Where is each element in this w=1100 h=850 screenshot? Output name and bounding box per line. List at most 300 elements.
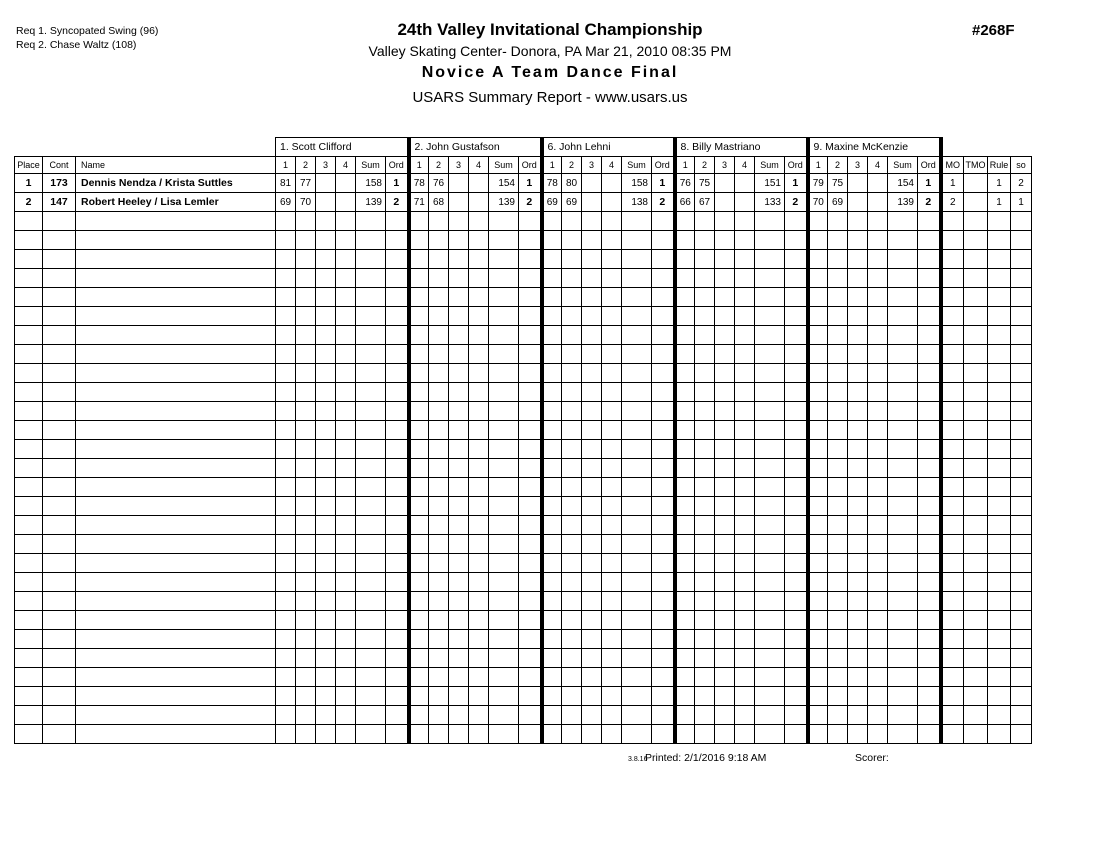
judge-2-ord-cell [652,706,675,725]
judge-1-score-cell [409,459,429,478]
judge-2-score-cell [542,630,562,649]
column-header: Ord [386,157,409,174]
judge-2-ord-cell [652,649,675,668]
judge-2-score-cell [582,497,602,516]
judge-0-sum-cell [356,725,386,744]
judge-4-score-cell [828,231,848,250]
place-cell [15,649,43,668]
judge-0-score-cell [276,516,296,535]
judge-2-score-cell [542,706,562,725]
judge-4-score-cell [868,725,888,744]
judge-0-sum-cell [356,478,386,497]
tmo-cell [964,307,988,326]
empty-row [15,402,1032,421]
judge-1-score-cell [449,440,469,459]
judge-1-ord-cell [519,440,542,459]
judge-1-score-cell [429,687,449,706]
place-cell [15,611,43,630]
judge-0-ord-cell [386,611,409,630]
req-line-1: Req 1. Syncopated Swing (96) [16,25,159,37]
judge-1-ord-cell [519,592,542,611]
contestant-number-cell [43,535,76,554]
judge-0-score-cell [296,611,316,630]
judge-3-ord-cell [785,307,808,326]
mo-cell [941,497,964,516]
tmo-cell [964,250,988,269]
judge-0-ord-cell [386,250,409,269]
judge-3-sum-cell [755,326,785,345]
contestant-number-cell [43,288,76,307]
empty-row [15,364,1032,383]
judge-1-sum-cell [489,687,519,706]
so-cell [1011,649,1032,668]
judge-1-ord-cell [519,383,542,402]
judge-0-sum-cell: 158 [356,174,386,193]
judge-2-score-cell [542,516,562,535]
judge-2-ord-cell: 1 [652,174,675,193]
judge-1-score-cell [449,307,469,326]
so-cell [1011,554,1032,573]
rule-cell [988,440,1011,459]
judge-4-score-cell [868,326,888,345]
judge-1-score-cell [409,383,429,402]
judge-3-score-cell [735,725,755,744]
judge-0-sum-cell [356,269,386,288]
judge-2-score-cell [582,554,602,573]
venue-line: Valley Skating Center- Donora, PA Mar 21, 2010 08:35 PM [368,43,732,59]
judge-1-ord-cell: 2 [519,193,542,212]
so-cell [1011,630,1032,649]
judge-3-score-cell [695,497,715,516]
judge-0-score-cell [316,383,336,402]
judge-2-ord-cell [652,440,675,459]
judge-0-score-cell [296,269,316,288]
judge-0-score-cell [296,649,316,668]
judge-0-sum-cell [356,497,386,516]
judge-2-ord-cell [652,307,675,326]
judge-1-sum-cell [489,250,519,269]
judge-1-ord-cell [519,573,542,592]
judge-2-score-cell [602,554,622,573]
judge-3-score-cell [735,440,755,459]
judge-2-ord-cell [652,687,675,706]
judge-4-sum-cell [888,345,918,364]
judge-3-score-cell [735,649,755,668]
place-cell [15,668,43,687]
judge-3-score-cell [715,326,735,345]
judge-2-score-cell [562,725,582,744]
place-cell [15,364,43,383]
judge-3-score-cell [735,497,755,516]
judge-0-score-cell [316,250,336,269]
judge-3-score-cell [715,573,735,592]
judge-0-ord-cell [386,326,409,345]
judge-4-score-cell [808,478,828,497]
judge-0-score-cell [316,364,336,383]
judge-1-score-cell [469,554,489,573]
judge-1-score-cell [409,440,429,459]
judge-0-score-cell [336,573,356,592]
mo-cell [941,535,964,554]
judge-0-ord-cell: 1 [386,174,409,193]
judge-1-score-cell [429,497,449,516]
judge-0-score-cell [336,421,356,440]
mo-cell [941,421,964,440]
judge-2-ord-cell [652,364,675,383]
column-header: 3 [715,157,735,174]
judge-0-ord-cell [386,478,409,497]
judge-4-sum-cell [888,649,918,668]
judge-1-ord-cell [519,326,542,345]
judge-0-sum-cell [356,231,386,250]
judge-3-ord-cell [785,573,808,592]
contestant-number-cell [43,421,76,440]
judge-3-sum-cell [755,440,785,459]
judge-0-score-cell [336,174,356,193]
judge-2-score-cell [602,402,622,421]
judge-0-sum-cell [356,326,386,345]
mo-cell [941,402,964,421]
judge-0-score-cell [276,668,296,687]
judge-2-score-cell [582,706,602,725]
judge-4-score-cell [828,725,848,744]
judge-3-score-cell [675,307,695,326]
judge-0-ord-cell [386,421,409,440]
judge-1-score-cell [449,687,469,706]
judge-0-score-cell [336,630,356,649]
judge-4-score-cell [868,687,888,706]
place-cell [15,725,43,744]
judge-0-score-cell [316,668,336,687]
judge-1-ord-cell [519,725,542,744]
judge-4-sum-cell [888,573,918,592]
judge-3-score-cell [675,250,695,269]
judge-2-ord-cell [652,421,675,440]
contestant-number-cell [43,478,76,497]
judge-0-score-cell [336,459,356,478]
judge-2-score-cell [602,440,622,459]
judge-1-score-cell [409,630,429,649]
judge-2-score-cell [562,459,582,478]
judge-1-score-cell [449,421,469,440]
so-cell [1011,725,1032,744]
judge-2-score-cell [582,421,602,440]
judge-4-ord-cell [918,402,941,421]
judge-1-score-cell [469,193,489,212]
judge-3-score-cell [675,516,695,535]
empty-row [15,212,1032,231]
judge-0-score-cell [296,478,316,497]
judge-2-ord-cell [652,231,675,250]
judge-4-score-cell [848,421,868,440]
judge-3-ord-cell [785,459,808,478]
judge-2-sum-cell [622,212,652,231]
judge-2-score-cell [582,668,602,687]
judge-3-score-cell [715,174,735,193]
judge-4-score-cell [808,535,828,554]
judge-2-sum-cell [622,592,652,611]
column-header: Cont [43,157,76,174]
judge-0-sum-cell [356,288,386,307]
judge-3-score-cell [715,383,735,402]
contestant-number-cell [43,364,76,383]
judge-3-score-cell [695,364,715,383]
judge-3-score-cell [695,687,715,706]
judge-2-score-cell [602,649,622,668]
judge-2-score-cell [542,478,562,497]
rule-cell [988,516,1011,535]
judge-2-ord-cell [652,516,675,535]
rule-cell [988,630,1011,649]
judge-2-score-cell [562,269,582,288]
judge-2-ord-cell [652,402,675,421]
judge-3-score-cell [715,687,735,706]
judge-0-score-cell: 77 [296,174,316,193]
mo-cell [941,554,964,573]
judge-3-score-cell [715,630,735,649]
judge-4-score-cell [868,554,888,573]
judge-1-score-cell [449,592,469,611]
judge-3-score-cell [675,345,695,364]
judge-name-header: 2. John Gustafson [409,138,542,157]
judge-1-score-cell [469,535,489,554]
judge-1-score-cell [469,345,489,364]
judge-2-score-cell [562,212,582,231]
column-header: 4 [469,157,489,174]
judge-2-sum-cell [622,535,652,554]
judge-3-sum-cell [755,345,785,364]
empty-row [15,345,1032,364]
contestant-number-cell: 147 [43,193,76,212]
mo-cell [941,630,964,649]
judge-1-score-cell [469,668,489,687]
judge-4-score-cell [808,706,828,725]
rule-cell [988,687,1011,706]
judge-1-score-cell [469,725,489,744]
judge-header-row [15,138,1032,157]
judge-4-sum-cell [888,212,918,231]
contestant-number-cell [43,326,76,345]
mo-cell [941,516,964,535]
rule-cell [988,554,1011,573]
judge-0-score-cell [276,307,296,326]
so-cell [1011,516,1032,535]
judge-2-score-cell [602,231,622,250]
name-cell [76,250,276,269]
judge-3-score-cell [735,592,755,611]
judge-4-score-cell [868,497,888,516]
so-cell [1011,687,1032,706]
judge-4-score-cell [848,497,868,516]
judge-3-score-cell [675,269,695,288]
judge-0-score-cell [336,383,356,402]
judge-1-score-cell [429,345,449,364]
empty-row [15,687,1032,706]
rule-cell: 1 [988,174,1011,193]
judge-3-score-cell [735,269,755,288]
judge-0-ord-cell [386,687,409,706]
judge-4-score-cell [848,592,868,611]
judge-3-ord-cell [785,554,808,573]
judge-2-score-cell [562,535,582,554]
judge-2-score-cell [602,326,622,345]
judge-0-score-cell [296,573,316,592]
judge-2-score-cell [542,668,562,687]
name-cell: Dennis Nendza / Krista Suttles [76,174,276,193]
judge-0-sum-cell [356,554,386,573]
rule-cell [988,459,1011,478]
place-cell: 1 [15,174,43,193]
judge-4-score-cell [828,307,848,326]
judge-3-ord-cell [785,592,808,611]
judge-3-score-cell [695,421,715,440]
judge-0-score-cell [276,687,296,706]
judge-4-score-cell [828,687,848,706]
judge-3-score-cell [735,307,755,326]
judge-2-sum-cell [622,478,652,497]
judge-4-score-cell [828,345,848,364]
judge-3-ord-cell [785,364,808,383]
judge-0-score-cell [316,269,336,288]
judge-2-score-cell [562,288,582,307]
judge-1-ord-cell [519,231,542,250]
judge-2-ord-cell [652,630,675,649]
judge-1-score-cell [409,573,429,592]
judge-0-score-cell [316,459,336,478]
judge-3-score-cell [715,193,735,212]
judge-0-score-cell [336,326,356,345]
judge-2-ord-cell [652,554,675,573]
judge-4-score-cell [848,630,868,649]
judge-4-score-cell [828,554,848,573]
contestant-number-cell [43,440,76,459]
judge-1-score-cell [449,174,469,193]
judge-0-score-cell [296,326,316,345]
judge-3-score-cell [735,706,755,725]
judge-1-score-cell [429,326,449,345]
judge-4-score-cell [848,478,868,497]
judge-2-score-cell [582,288,602,307]
judge-3-score-cell [695,307,715,326]
so-cell [1011,440,1032,459]
judge-0-score-cell [276,706,296,725]
mo-cell: 1 [941,174,964,193]
empty-row [15,668,1032,687]
column-header-row [15,157,1032,174]
judge-0-sum-cell [356,573,386,592]
mo-cell [941,326,964,345]
judge-1-ord-cell [519,611,542,630]
judge-3-score-cell [715,592,735,611]
judge-2-ord-cell: 2 [652,193,675,212]
name-cell [76,269,276,288]
contestant-number-cell [43,611,76,630]
judge-3-score-cell [675,611,695,630]
judge-2-score-cell [542,592,562,611]
judge-4-score-cell [848,668,868,687]
judge-3-ord-cell: 2 [785,193,808,212]
judge-3-sum-cell [755,573,785,592]
judge-2-score-cell: 80 [562,174,582,193]
judge-0-score-cell [276,440,296,459]
judge-0-score-cell [316,706,336,725]
judge-2-score-cell [542,250,562,269]
mo-cell [941,383,964,402]
judge-0-score-cell [276,326,296,345]
judge-4-sum-cell [888,459,918,478]
empty-row [15,554,1032,573]
empty-row [15,288,1032,307]
judge-3-score-cell [735,554,755,573]
judge-2-sum-cell [622,687,652,706]
column-header: 3 [316,157,336,174]
judge-2-ord-cell [652,288,675,307]
judge-1-score-cell [469,269,489,288]
judge-3-score-cell [695,611,715,630]
judge-4-score-cell [868,212,888,231]
so-cell [1011,535,1032,554]
judge-1-score-cell [409,288,429,307]
judge-2-sum-cell [622,307,652,326]
judge-1-score-cell [469,516,489,535]
tmo-cell [964,725,988,744]
judge-3-score-cell [715,250,735,269]
event-title: Novice A Team Dance Final [421,64,679,81]
judge-1-score-cell [449,364,469,383]
judge-0-sum-cell [356,516,386,535]
judge-0-sum-cell [356,611,386,630]
judge-0-sum-cell [356,649,386,668]
judge-1-score-cell: 78 [409,174,429,193]
judge-0-score-cell [316,478,336,497]
judge-1-score-cell [429,592,449,611]
judge-4-score-cell [828,326,848,345]
tmo-cell [964,668,988,687]
software-version: 3.8.16 [628,756,648,763]
judge-1-score-cell [449,231,469,250]
judge-4-score-cell [868,231,888,250]
so-cell [1011,231,1032,250]
rule-cell [988,288,1011,307]
place-cell [15,630,43,649]
tmo-cell [964,630,988,649]
judge-0-ord-cell: 2 [386,193,409,212]
judge-4-sum-cell: 154 [888,174,918,193]
judge-3-score-cell [715,231,735,250]
judge-1-ord-cell [519,250,542,269]
judge-1-sum-cell [489,535,519,554]
judge-0-ord-cell [386,725,409,744]
judge-4-score-cell [808,516,828,535]
judge-4-score-cell [828,630,848,649]
judge-1-score-cell [429,383,449,402]
judge-4-score-cell [868,630,888,649]
column-header: Sum [755,157,785,174]
judge-0-score-cell [316,687,336,706]
judge-2-score-cell [542,383,562,402]
judge-1-score-cell [409,516,429,535]
judge-3-score-cell [735,535,755,554]
mo-cell [941,668,964,687]
judge-2-score-cell [602,421,622,440]
judge-4-score-cell [848,269,868,288]
mo-cell: 2 [941,193,964,212]
judge-3-ord-cell [785,402,808,421]
judge-1-score-cell: 71 [409,193,429,212]
tmo-cell [964,383,988,402]
judge-0-sum-cell: 139 [356,193,386,212]
empty-row [15,630,1032,649]
